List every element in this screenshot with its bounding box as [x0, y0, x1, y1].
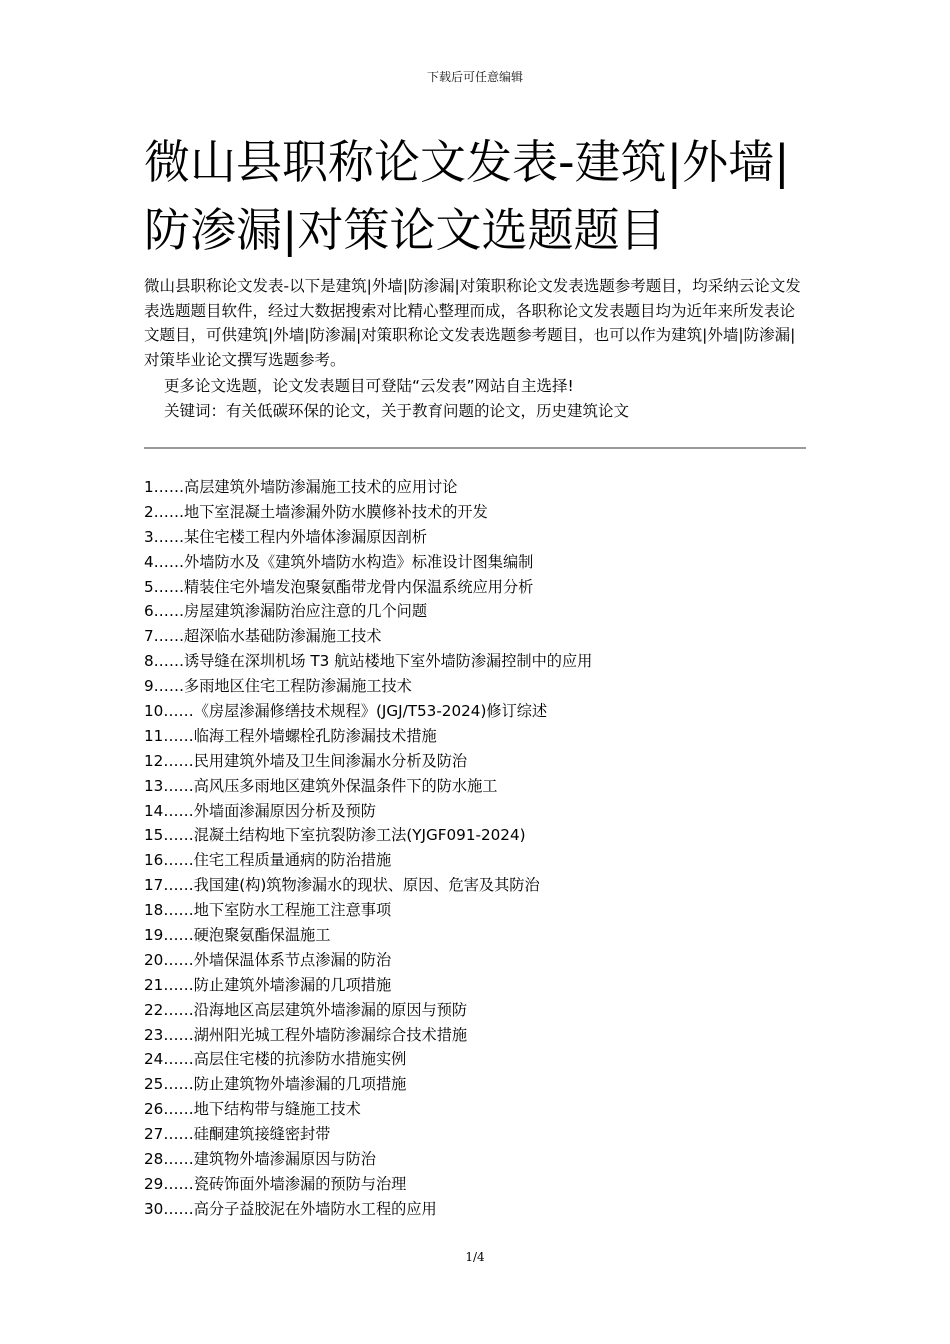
header-note: 下载后可任意编辑: [426, 70, 523, 84]
keywords-line: 关键词：有关低碳环保的论文，关于教育问题的论文，历史建筑论文: [164, 402, 630, 420]
list-item: 2……地下室混凝土墙渗漏外防水膜修补技术的开发: [144, 502, 488, 521]
section-divider: [144, 447, 806, 449]
list-item: 8……诱导缝在深圳机场 T3 航站楼地下室外墙防渗漏控制中的应用: [144, 652, 593, 671]
list-item: 7……超深临水基础防渗漏施工技术: [144, 627, 382, 646]
list-item: 27……硅酮建筑接缝密封带: [144, 1125, 331, 1144]
page-number: 1/4: [465, 1250, 485, 1264]
list-item: 16……住宅工程质量通病的防治措施: [144, 851, 392, 870]
list-item: 12……民用建筑外墙及卫生间渗漏水分析及防治: [144, 751, 468, 770]
list-item: 30……高分子益胶泥在外墙防水工程的应用: [144, 1199, 437, 1218]
list-item: 18……地下室防水工程施工注意事项: [144, 901, 392, 920]
list-item: 23……湖州阳光城工程外墙防渗漏综合技术措施: [144, 1025, 468, 1044]
topic-list: [144, 475, 806, 1222]
more-topics-note: 更多论文选题，论文发表题目可登陆“云发表”网站自主选择!: [164, 377, 574, 395]
list-item: 6……房屋建筑渗漏防治应注意的几个问题: [144, 602, 428, 621]
list-item: 19……硬泡聚氨酯保温施工: [144, 926, 331, 945]
list-item: 13……高风压多雨地区建筑外保温条件下的防水施工: [144, 776, 498, 795]
list-item: 21……防止建筑外墙渗漏的几项措施: [144, 975, 392, 994]
list-item: 20……外墙保温体系节点渗漏的防治: [144, 950, 392, 969]
list-item: 3……某住宅楼工程内外墙体渗漏原因剖析: [144, 527, 428, 546]
list-item: 14……外墙面渗漏原因分析及预防: [144, 801, 376, 820]
list-item: 29……瓷砖饰面外墙渗漏的预防与治理: [144, 1174, 407, 1193]
list-item: 25……防止建筑物外墙渗漏的几项措施: [144, 1075, 407, 1094]
list-item: 28……建筑物外墙渗漏原因与防治: [144, 1150, 376, 1169]
list-item: 1……高层建筑外墙防渗漏施工技术的应用讨论: [144, 478, 458, 496]
list-item: 26……地下结构带与缝施工技术: [144, 1100, 361, 1119]
list-item: 15……混凝土结构地下室抗裂防渗工法(YJGF091-2024): [144, 826, 526, 845]
intro-paragraph: 微山县职称论文发表-以下是建筑|外墙|防渗漏|对策职称论文发表选题参考题目，均采纳云论文发表选题题目软件，经过大数据搜索对比精心整理而成，各职称论文发表题目均为近年来所发表论文题目，可供建筑|外墙|防渗漏|对策职称论文发表选题参考题目，也可以作为建筑|外墙|防渗漏|对策毕业论文撰写选题参考。: [144, 277, 801, 369]
list-item: 11……临海工程外墙螺栓孔防渗漏技术措施: [144, 726, 437, 745]
list-item: 17……我国建(构)筑物渗漏水的现状、原因、危害及其防治: [144, 876, 540, 895]
list-item: 4……外墙防水及《建筑外墙防水构造》标准设计图集编制: [144, 552, 534, 571]
list-item: 10……《房屋渗漏修缮技术规程》(JGJ/T53-2024)修订综述: [144, 702, 548, 721]
list-item: 9……多雨地区住宅工程防渗漏施工技术: [144, 677, 412, 696]
list-item: 22……沿海地区高层建筑外墙渗漏的原因与预防: [144, 1000, 468, 1019]
list-item: 5……精装住宅外墙发泡聚氨酯带龙骨内保温系统应用分析: [144, 577, 534, 596]
list-item: 24……高层住宅楼的抗渗防水措施实例: [144, 1050, 407, 1069]
page-title: 微山县职称论文发表-建筑|外墙|防渗漏|对策论文选题题目: [144, 135, 790, 257]
